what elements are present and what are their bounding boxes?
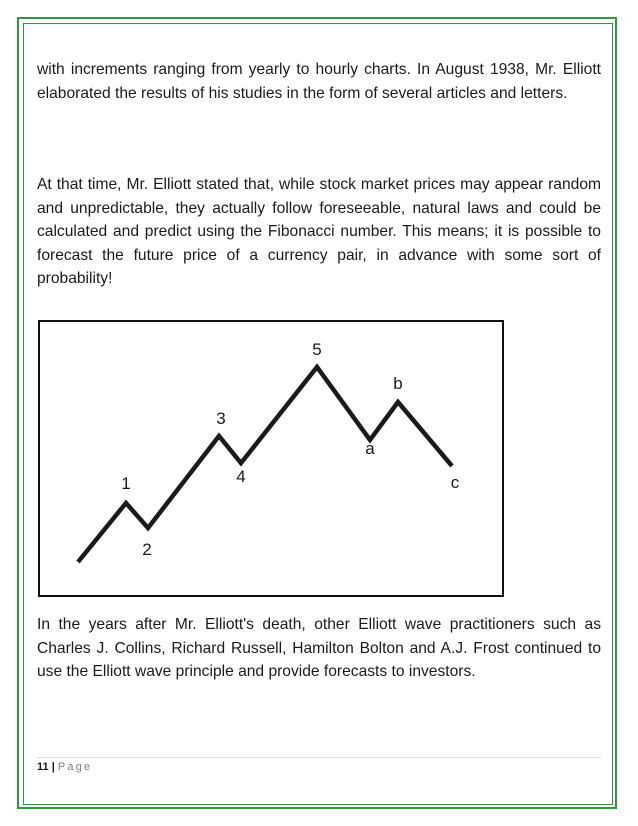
wave-line <box>78 367 452 562</box>
wave-label-4: 4 <box>236 467 246 486</box>
paragraph-elliott-laws: At that time, Mr. Elliott stated that, while stock market prices may appear random and unpredictable, they actually follow foreseeable, natural laws and could be calculated and predict using the Fibonacci number. This means; it is possible to forecast the future price of a currency pair, in advance with some sort of probability! <box>37 176 601 288</box>
page-number: 11 <box>37 761 49 773</box>
wave-label-5: 5 <box>312 340 322 359</box>
paragraph-elliott-1938: with increments ranging from yearly to hourly charts. In August 1938, Mr. Elliott elaborated the results of his studies in the form of several articles and letters. <box>37 61 601 102</box>
wave-label-1: 1 <box>121 474 131 493</box>
page-label: Page <box>57 761 93 773</box>
footer-divider <box>37 757 601 758</box>
wave-label-3: 3 <box>216 409 226 428</box>
wave-label-a: a <box>365 439 375 458</box>
wave-label-b: b <box>393 374 403 393</box>
footer-separator: | <box>51 761 55 773</box>
wave-label-2: 2 <box>142 540 152 559</box>
elliott-wave-diagram <box>40 322 502 595</box>
elliott-wave-figure <box>38 320 504 597</box>
paragraph-elliott-practitioners: In the years after Mr. Elliott's death, other Elliott wave practitioners such as Charles J. Collins, Richard Russell, Hamilton Bolton and A.J. Frost continued to use the Elliott wave principle and provide forecasts to investors. <box>37 616 601 681</box>
wave-label-c: c <box>450 473 460 492</box>
page-footer <box>37 760 92 774</box>
